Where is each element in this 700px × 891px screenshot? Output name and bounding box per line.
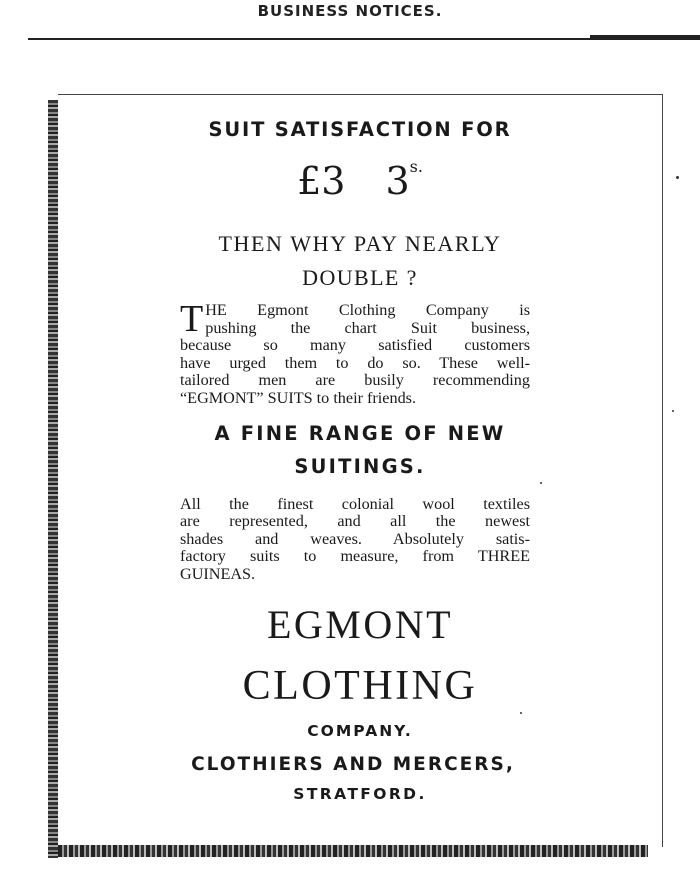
paragraph-line: pushing the chart Suit business, [205,318,530,337]
paragraph-line: tailored men are busily recommending [180,371,530,390]
paragraph-details [180,496,530,584]
paragraph-line: shades and weaves. Absolutely satis- [180,529,530,548]
question-line-1: THEN WHY PAY NEARLY [218,231,502,256]
location-line: STRATFORD. [293,784,427,803]
print-speck [540,482,542,484]
drop-cap: T [180,298,204,340]
brand-name-line-3: COMPANY. [307,721,413,740]
price-shillings: 3 [385,159,410,203]
price-pounds: £3 [297,159,346,203]
advertisement [180,112,540,803]
paragraph-line: GUINEAS. [180,564,256,583]
advert-bottom-border [58,845,648,857]
subhead-line-2: SUITINGS. [294,454,426,478]
brand-name-line-2: CLOTHING [242,662,478,709]
price [180,145,540,203]
print-speck [672,410,674,412]
advert-left-border [48,100,58,858]
print-speck [520,712,522,714]
paragraph-line: have urged them to do so. These well- [180,353,530,372]
price-shillings-suffix: s. [409,157,423,176]
brand-name-line-1: EGMONT [266,601,454,647]
paragraph-line: because so many satisfied customers [180,336,530,355]
subhead-line-1: A FINE RANGE OF NEW [214,421,506,445]
paragraph-line: HE Egmont Clothing Company is [205,301,530,319]
question-line-2: DOUBLE ? [302,265,418,290]
paragraph-line: are represented, and all the newest [180,512,530,531]
print-speck [676,176,679,179]
trade-line: CLOTHIERS AND MERCERS, [191,753,515,775]
paragraph-intro [180,298,530,408]
section-header: BUSINESS NOTICES. [257,2,443,20]
paragraph-line: All the finest colonial wool textiles [180,494,530,513]
top-rule-accent [590,35,700,39]
paragraph-line: “EGMONT” SUITS to their friends. [180,388,417,407]
paragraph-line: factory suits to measure, from THREE [180,547,530,566]
headline: SUIT SATISFACTION FOR [208,118,512,141]
